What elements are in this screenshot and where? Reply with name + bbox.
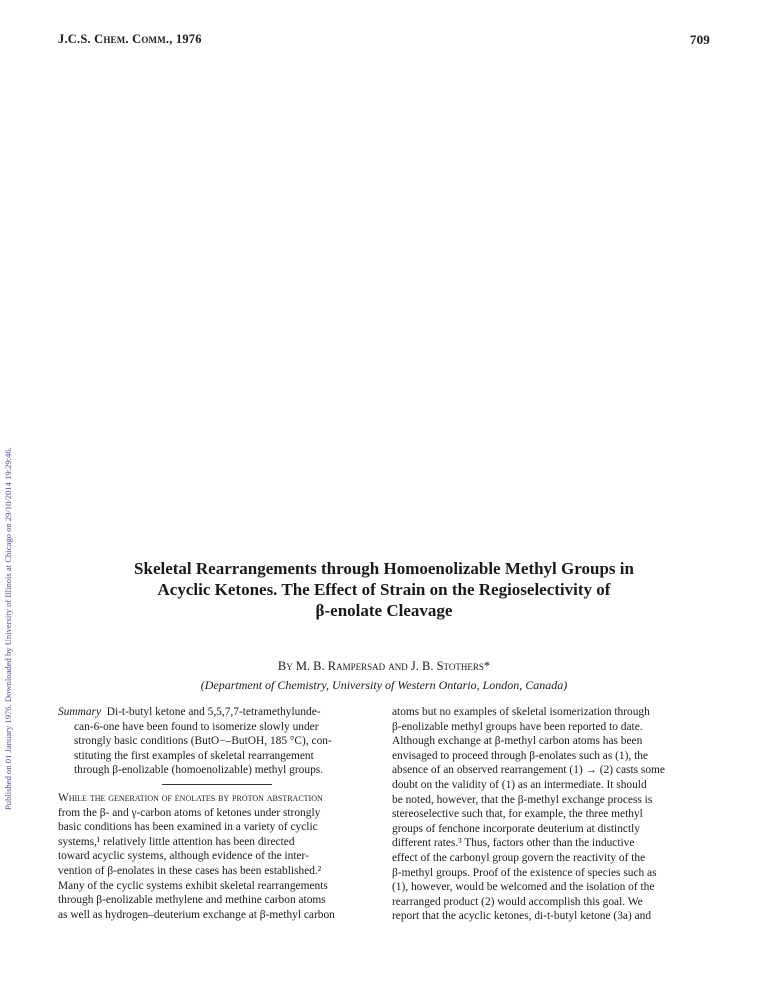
summary-label: Summary	[58, 706, 102, 718]
article-title	[70, 558, 698, 621]
journal-citation: J.C.S. Chem. Comm., 1976	[58, 32, 202, 46]
summary-line: stituting the first examples of skeletal rearrangement	[74, 749, 314, 762]
body-line: stereoselective such that, for example, the three methyl	[392, 808, 643, 821]
body-paragraph-left	[58, 791, 376, 922]
body-line: β-enolizable methyl groups have been reported to date.	[392, 720, 643, 733]
left-column	[58, 705, 376, 922]
body-line: atoms but no examples of skeletal isomerization through	[392, 706, 650, 718]
body-line: as well as hydrogen–deuterium exchange at β-methyl carbon	[58, 908, 335, 921]
body-line: doubt on the validity of (1) as an intermediate. It should	[392, 778, 647, 791]
body-line: basic conditions has been examined in a variety of cyclic	[58, 821, 318, 834]
body-line: β-methyl groups. Proof of the existence of species such as	[392, 866, 657, 879]
body-line: absence of an observed rearrangement (1) → (2) casts some	[392, 764, 665, 777]
title-line-3: β-enolate Cleavage	[315, 601, 453, 620]
title-line-2: Acyclic Ketones. The Effect of Strain on the Regioselectivity of	[157, 580, 611, 599]
page-number: 709	[689, 32, 710, 47]
body-line: from the β- and γ-carbon atoms of ketones under strongly	[58, 806, 321, 819]
summary-line: strongly basic conditions (ButO−–ButOH, 185 °C), con-	[74, 735, 332, 748]
title-line-1: Skeletal Rearrangements through Homoenolizable Methyl Groups in	[134, 559, 634, 578]
body-line: effect of the carbonyl group govern the reactivity of the	[392, 851, 646, 864]
summary-line: can-6-one have been found to isomerize slowly under	[74, 720, 319, 733]
body-line: While the generation of enolates by proton abstraction	[58, 791, 323, 804]
body-line: rearranged product (2) would accomplish this goal. We	[392, 895, 643, 908]
body-line: different rates.³ Thus, factors other than the inductive	[392, 837, 635, 850]
body-line: be noted, however, that the β-methyl exchange process is	[392, 793, 653, 806]
section-divider	[162, 784, 272, 785]
right-column	[392, 705, 710, 924]
body-paragraph-right	[392, 705, 710, 924]
body-line: through β-enolizable methylene and methine carbon atoms	[58, 894, 326, 907]
body-line: groups of fenchone incorporate deuterium at distinctly	[392, 822, 640, 835]
body-line: Although exchange at β-methyl carbon atoms has been	[392, 735, 643, 748]
body-line: report that the acyclic ketones, di-t-butyl ketone (3a) and	[392, 910, 652, 923]
author-affiliation: (Department of Chemistry, University of Western Ontario, London, Canada)	[200, 678, 568, 692]
summary-line: through β-enolizable (homoenolizable) methyl groups.	[74, 764, 324, 777]
summary-line: Di-t-butyl ketone and 5,5,7,7-tetramethylunde-	[106, 706, 321, 718]
summary-block	[58, 705, 376, 778]
download-watermark: Published on 01 January 1976. Downloaded by University of Illinois at Chicago on 29/10/2014 19:29:46.	[3, 447, 13, 810]
body-line: (1), however, would be welcomed and the isolation of the	[392, 881, 655, 894]
body-line: vention of β-enolates in these cases has been established.²	[58, 864, 322, 877]
body-line: envisaged to proceed through β-enolates such as (1), the	[392, 749, 648, 762]
body-line: systems,¹ relatively little attention has been directed	[58, 835, 295, 848]
body-line: toward acyclic systems, although evidence of the inter-	[58, 850, 309, 863]
body-line: Many of the cyclic systems exhibit skeletal rearrangements	[58, 879, 328, 892]
author-byline: By M. B. Rampersad and J. B. Stothers*	[277, 659, 491, 673]
